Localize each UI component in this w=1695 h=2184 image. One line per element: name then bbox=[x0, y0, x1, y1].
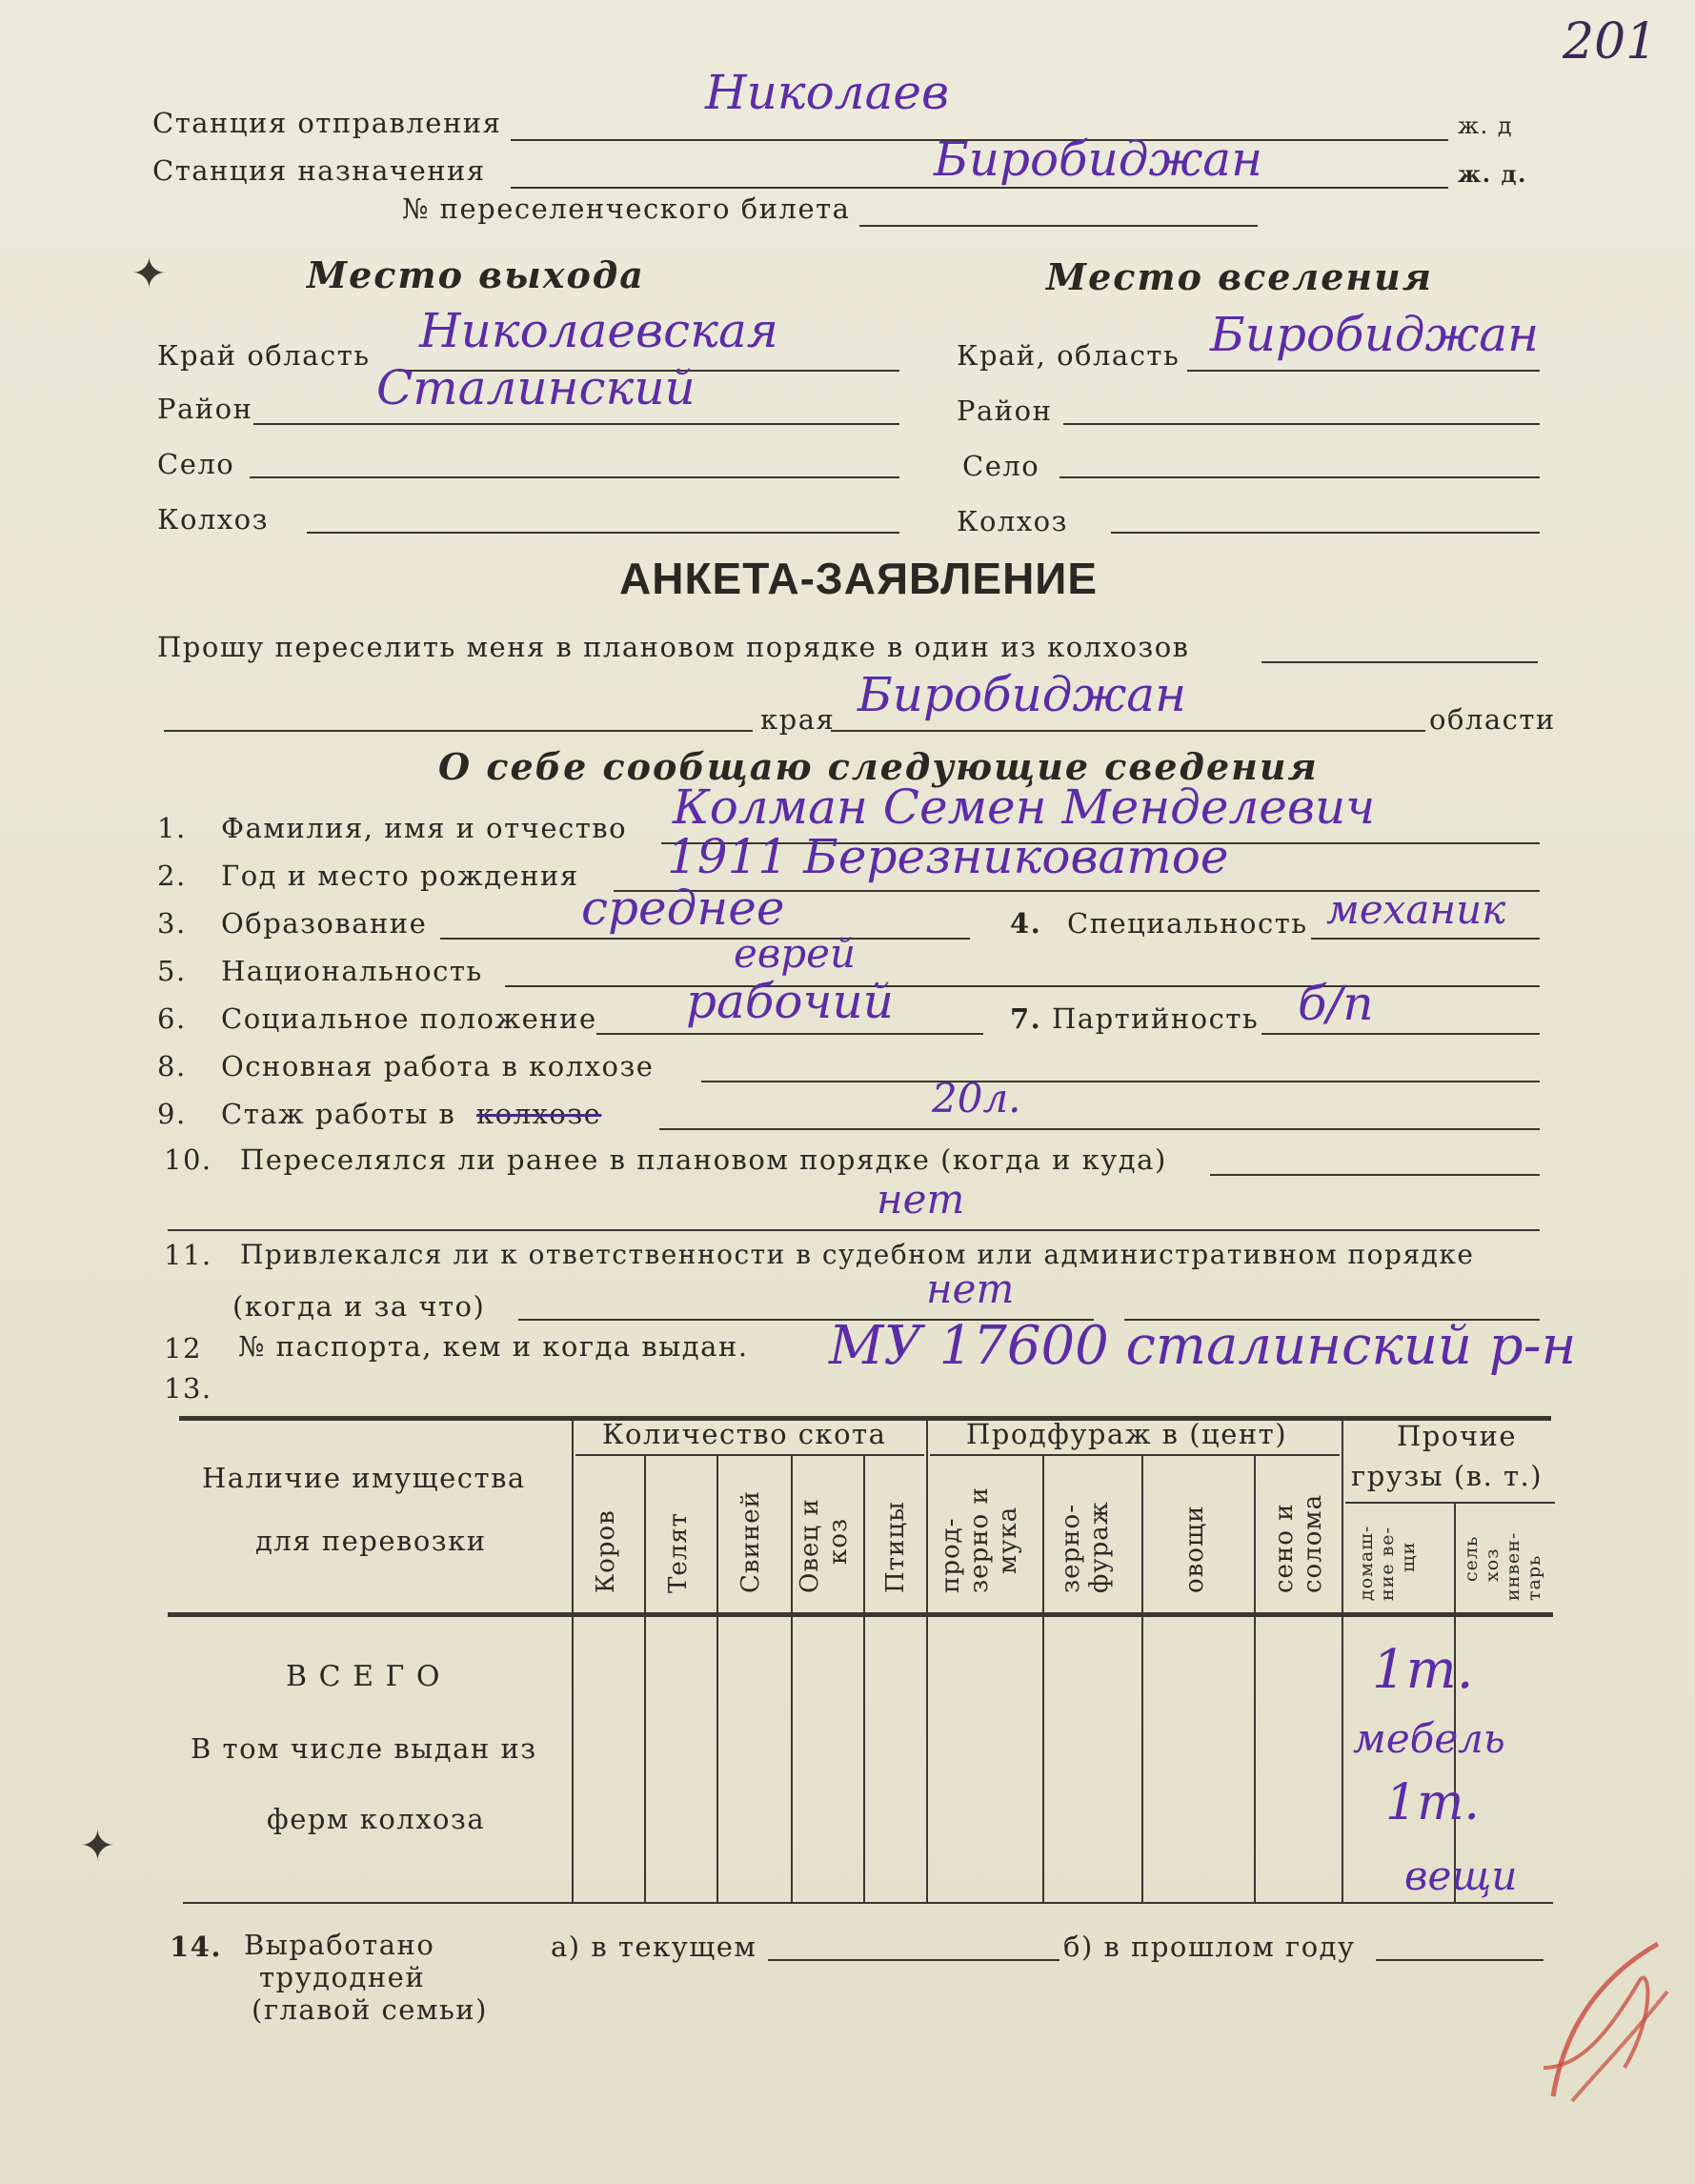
request-text: Прошу переселить меня в плановом порядке в один из колхозов bbox=[157, 631, 1190, 663]
departure-suffix: ж. д bbox=[1458, 112, 1514, 139]
col-cows: Коров bbox=[592, 1509, 620, 1593]
table-divider bbox=[926, 1418, 928, 1902]
birth-label: Год и место рождения bbox=[221, 859, 579, 892]
fodder-group: Продфураж в (цент) bbox=[966, 1418, 1288, 1450]
col-grain-2: зерно и bbox=[965, 1486, 994, 1593]
column-divider bbox=[716, 1456, 718, 1902]
issued-label-1: В том числе выдан из bbox=[191, 1732, 537, 1765]
party-value: б/п bbox=[1298, 976, 1374, 1031]
workdays-past-label: б) в прошлом году bbox=[1063, 1931, 1356, 1963]
settlement-village-label: Село bbox=[962, 450, 1040, 482]
party-label: Партийность bbox=[1052, 1002, 1260, 1035]
settlement-region-line bbox=[1187, 370, 1540, 372]
field-number: 14. bbox=[170, 1931, 222, 1963]
settlement-region-value: Биробиджан bbox=[1210, 307, 1540, 362]
col-home-3: щи bbox=[1398, 1541, 1419, 1572]
column-divider bbox=[1141, 1456, 1143, 1902]
main-work-line bbox=[701, 1081, 1540, 1082]
other-rule bbox=[1345, 1502, 1555, 1504]
pin-hole-icon: ✦ bbox=[80, 1822, 115, 1871]
field-number: 2. bbox=[157, 859, 187, 892]
field-number: 11. bbox=[164, 1239, 212, 1271]
destination-suffix: ж. д. bbox=[1458, 160, 1527, 188]
col-pigs: Свиней bbox=[737, 1490, 765, 1593]
experience-line bbox=[659, 1128, 1540, 1130]
field-number: 8. bbox=[157, 1050, 187, 1082]
issued-label-2: ферм колхоза bbox=[267, 1803, 486, 1835]
col-sheep-1: Овец и bbox=[796, 1498, 824, 1593]
other-group-1: Прочие bbox=[1397, 1420, 1517, 1452]
origin-region-value: Николаевская bbox=[419, 303, 778, 358]
workdays-current-label: а) в текущем bbox=[551, 1931, 757, 1963]
total-label: В С Е Г О bbox=[286, 1660, 442, 1693]
pin-hole-icon: ✦ bbox=[131, 250, 167, 298]
settlement-heading: Место вселения bbox=[1046, 255, 1433, 298]
relocated-line bbox=[1210, 1174, 1540, 1176]
col-farm-4: тарь bbox=[1523, 1554, 1544, 1601]
col-feed-2: фураж bbox=[1085, 1501, 1114, 1593]
origin-district-label: Район bbox=[157, 393, 253, 425]
property-header-2: для перевозки bbox=[255, 1525, 487, 1557]
social-status-label: Социальное положение bbox=[221, 1002, 597, 1035]
settlement-district-line bbox=[1063, 423, 1540, 425]
origin-kolkhoz-label: Колхоз bbox=[157, 503, 269, 536]
specialty-value: механик bbox=[1326, 886, 1506, 933]
nationality-label: Национальность bbox=[221, 955, 483, 987]
nationality-value: еврей bbox=[734, 930, 857, 977]
destination-label: Станция назначения bbox=[152, 154, 486, 187]
settlement-district-label: Район bbox=[957, 394, 1053, 427]
kray-label: края bbox=[760, 703, 836, 736]
origin-district-value: Сталинский bbox=[376, 360, 696, 415]
table-divider bbox=[572, 1418, 574, 1902]
origin-heading: Место выхода bbox=[307, 253, 645, 296]
red-pencil-mark bbox=[1534, 1925, 1677, 2115]
home-goods-value-3: 1т. bbox=[1385, 1774, 1480, 1831]
passport-label: № паспорта, кем и когда выдан. bbox=[238, 1330, 749, 1363]
field-number: 7. bbox=[1010, 1002, 1042, 1035]
col-grain-1: прод- bbox=[937, 1517, 965, 1593]
workdays-label-1: Выработано bbox=[244, 1929, 435, 1961]
liability-label: Привлекался ли к ответственности в судебном или административном порядке bbox=[240, 1239, 1475, 1270]
liability-label-2: (когда и за что) bbox=[232, 1290, 486, 1323]
field-number: 4. bbox=[1010, 907, 1042, 940]
field-number: 13. bbox=[164, 1372, 212, 1405]
request-line bbox=[1261, 661, 1538, 663]
workdays-label-3: (главой семьи) bbox=[252, 1993, 488, 2026]
kray-value: Биробиджан bbox=[858, 667, 1187, 722]
col-feed-1: зерно- bbox=[1057, 1504, 1085, 1593]
col-sheep-2: коз bbox=[824, 1517, 853, 1565]
property-header-1: Наличие имущества bbox=[202, 1462, 526, 1494]
departure-label: Станция отправления bbox=[152, 107, 502, 139]
specialty-label: Специальность bbox=[1067, 907, 1308, 940]
experience-value: 20л. bbox=[932, 1075, 1021, 1122]
column-divider bbox=[1042, 1456, 1044, 1902]
destination-line bbox=[511, 187, 1448, 189]
col-poultry: Птицы bbox=[881, 1501, 910, 1593]
other-group-2: грузы (в. т.) bbox=[1351, 1460, 1544, 1492]
col-hay-2: солома bbox=[1299, 1493, 1327, 1593]
origin-village-label: Село bbox=[157, 448, 235, 480]
specialty-line bbox=[1311, 938, 1540, 940]
home-goods-value-2: мебель bbox=[1353, 1715, 1505, 1762]
relocated-line-2 bbox=[168, 1229, 1540, 1231]
oblast-label: области bbox=[1429, 703, 1556, 736]
nationality-line bbox=[505, 985, 1540, 987]
fodder-rule bbox=[930, 1454, 1340, 1456]
field-number: 5. bbox=[157, 955, 187, 987]
field-number: 9. bbox=[157, 1098, 187, 1130]
page-number: 201 bbox=[1563, 13, 1658, 71]
form-title: АНКЕТА-ЗАЯВЛЕНИЕ bbox=[619, 554, 1099, 603]
field-number: 10. bbox=[164, 1143, 212, 1176]
relocated-value: нет bbox=[877, 1176, 965, 1223]
experience-label: Стаж работы в bbox=[221, 1098, 456, 1130]
kray-line bbox=[831, 730, 1425, 732]
field-number: 3. bbox=[157, 907, 187, 940]
destination-value: Биробиджан bbox=[934, 131, 1263, 187]
col-vegetables: овощи bbox=[1180, 1505, 1209, 1593]
settlement-region-label: Край, область bbox=[957, 339, 1180, 372]
settlement-village-line bbox=[1059, 476, 1540, 478]
column-divider bbox=[863, 1456, 865, 1902]
col-grain-3: мука bbox=[994, 1506, 1022, 1574]
col-home-2: ние ве- bbox=[1377, 1527, 1398, 1601]
social-status-line bbox=[596, 1033, 983, 1035]
social-status-value: рабочий bbox=[686, 974, 894, 1029]
field-number: 1. bbox=[157, 812, 187, 844]
field-number: 6. bbox=[157, 1002, 187, 1035]
origin-village-line bbox=[250, 476, 899, 478]
experience-struck-word: колхозе bbox=[476, 1098, 602, 1130]
workdays-label-2: трудодней bbox=[259, 1961, 426, 1993]
col-home-1: домаш- bbox=[1356, 1525, 1377, 1601]
ticket-label: № переселенческого билета bbox=[402, 192, 851, 225]
origin-kolkhoz-line bbox=[307, 532, 899, 534]
table-header-rule bbox=[168, 1612, 1553, 1617]
col-farm-3: инвен- bbox=[1503, 1531, 1523, 1601]
kolkhoz-line bbox=[164, 730, 753, 732]
home-goods-value-4: вещи bbox=[1404, 1852, 1518, 1899]
col-hay-1: сено и bbox=[1270, 1503, 1299, 1593]
table-bottom-rule bbox=[183, 1902, 1553, 1904]
full-name-value: Колман Семен Менделевич bbox=[673, 779, 1376, 835]
education-label: Образование bbox=[221, 907, 428, 940]
livestock-rule bbox=[575, 1454, 924, 1456]
column-divider bbox=[644, 1456, 646, 1902]
column-divider bbox=[1454, 1504, 1456, 1902]
table-divider bbox=[1342, 1418, 1343, 1902]
settlement-kolkhoz-label: Колхоз bbox=[957, 505, 1068, 537]
column-divider bbox=[1254, 1456, 1256, 1902]
departure-value: Николаев bbox=[705, 65, 950, 120]
origin-district-line bbox=[253, 423, 899, 425]
ticket-line bbox=[859, 225, 1258, 227]
origin-region-label: Край область bbox=[157, 339, 371, 372]
field-number: 12 bbox=[164, 1332, 202, 1365]
full-name-label: Фамилия, имя и отчество bbox=[221, 812, 628, 844]
col-farm-2: хоз bbox=[1482, 1547, 1503, 1582]
col-calves: Телят bbox=[664, 1511, 693, 1593]
liability-value: нет bbox=[926, 1265, 1015, 1312]
column-divider bbox=[791, 1456, 793, 1902]
birth-value: 1911 Березниковатое bbox=[667, 829, 1229, 884]
livestock-group: Количество скота bbox=[602, 1418, 887, 1450]
col-farm-1: сель bbox=[1461, 1535, 1482, 1582]
main-work-label: Основная работа в колхозе bbox=[221, 1050, 655, 1082]
relocated-label: Переселялся ли ранее в плановом порядке (когда и куда) bbox=[240, 1143, 1167, 1176]
education-value: среднее bbox=[581, 880, 785, 936]
workdays-past-line bbox=[1376, 1959, 1544, 1961]
workdays-current-line bbox=[768, 1959, 1059, 1961]
party-line bbox=[1261, 1033, 1540, 1035]
passport-value: МУ 17600 сталинский р-н bbox=[829, 1315, 1577, 1377]
settlement-kolkhoz-line bbox=[1111, 532, 1540, 534]
about-heading: О себе сообщаю следующие сведения bbox=[438, 745, 1319, 788]
education-line bbox=[440, 938, 970, 940]
home-goods-value-1: 1т. bbox=[1372, 1639, 1474, 1701]
